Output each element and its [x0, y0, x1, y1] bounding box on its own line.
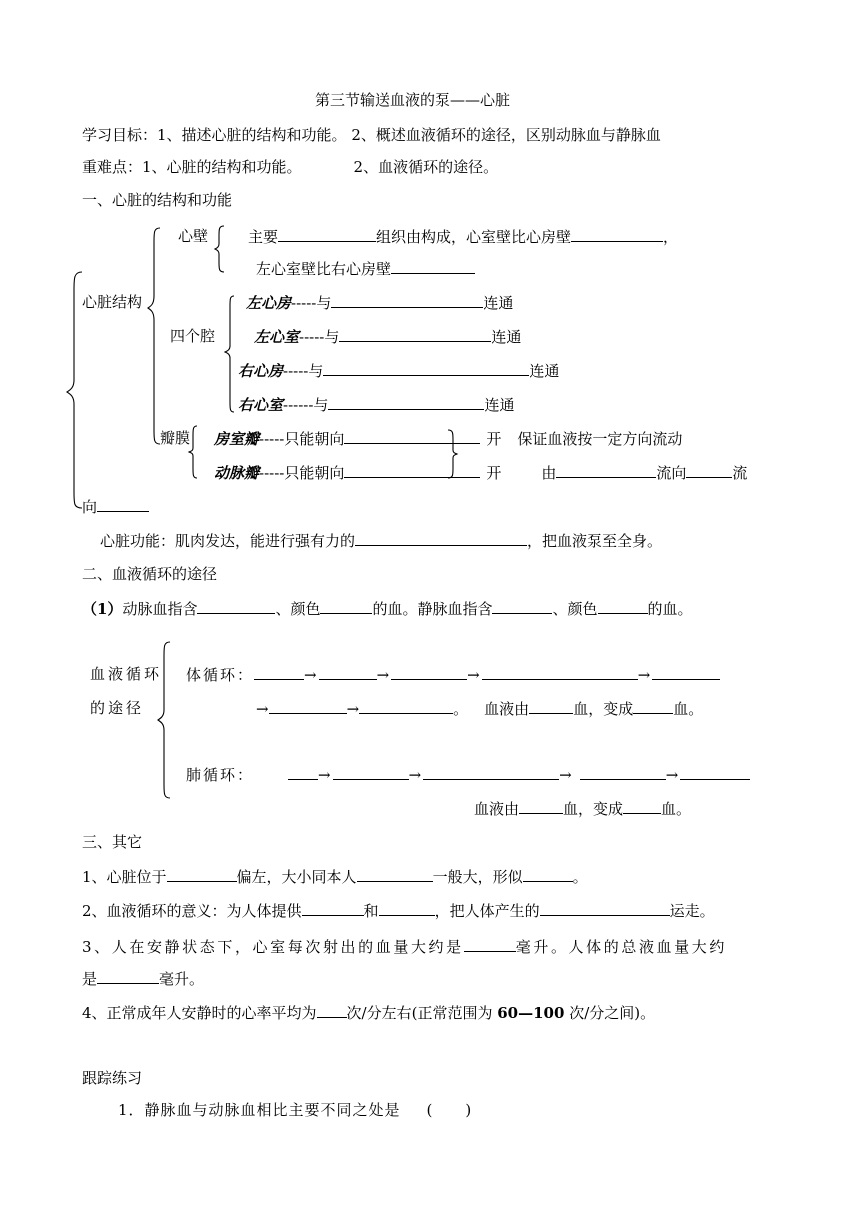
pulmonary-label: 肺循环：	[186, 766, 255, 784]
q1-text-b: 偏左，大小同本人	[236, 868, 357, 886]
heart-structure-label: 心脏结构	[82, 293, 143, 311]
systemic-label: 体循环：	[186, 666, 255, 684]
other-q3-line2	[82, 968, 204, 989]
arrow-icon: →	[256, 700, 269, 718]
blank-wall-compare[interactable]	[571, 226, 663, 242]
q3-text-d: 毫升。	[159, 970, 205, 988]
arrow-icon: →	[665, 766, 681, 784]
blank-waste[interactable]	[540, 900, 670, 916]
wall-line2-text: 左心室壁比右心房壁	[256, 260, 392, 278]
blank-systemic-1[interactable]	[254, 664, 304, 680]
color-text: 、颜色	[552, 600, 598, 618]
chamber-row-2	[254, 326, 521, 347]
other-q4	[82, 1002, 655, 1023]
blank-right-ventricle[interactable]	[328, 394, 484, 410]
arrow-icon: →	[408, 766, 424, 784]
valve-note: 保证血液按一定方向流动	[517, 430, 683, 448]
chamber-end: 连通	[484, 396, 515, 414]
q2-text-b: 和	[363, 902, 379, 920]
circuit-brace	[154, 640, 174, 800]
blank-systemic-to[interactable]	[633, 698, 673, 714]
blood-mid-text: 血，变成	[573, 700, 634, 718]
valve-row-2	[214, 462, 747, 483]
valve-tail: 流	[732, 464, 748, 482]
blank-stroke-volume[interactable]	[464, 936, 516, 952]
blood-from-text: 血液由	[484, 700, 530, 718]
right-atrium-label: 右心房	[238, 362, 284, 380]
blank-pulmonary-4[interactable]	[580, 764, 666, 780]
blood-from-text: 血液由	[474, 800, 520, 818]
circuit-label-1: 血液循环	[90, 665, 163, 683]
arrow-icon: →	[376, 666, 392, 684]
blank-venous-content[interactable]	[492, 598, 552, 614]
venous-def-text: 的血。静脉血指含	[372, 600, 493, 618]
circuit-label-2: 的途径	[90, 699, 145, 717]
chamber-end: 连通	[483, 294, 514, 312]
chamber-end: 连通	[491, 328, 522, 346]
q3-text-b: 毫升。人体的总液血量大约	[515, 938, 727, 956]
key-points	[82, 157, 498, 177]
q1-text-a: 1、心脏位于	[82, 868, 167, 886]
chamber-connector: -----与	[291, 294, 332, 312]
valve-open: 开	[486, 464, 502, 482]
question-number: （1）	[82, 600, 123, 618]
arrow-icon: →	[467, 666, 482, 684]
blank-flow-direction[interactable]	[97, 496, 149, 512]
blank-supply-2[interactable]	[379, 900, 435, 916]
left-atrium-label: 左心房	[246, 294, 292, 312]
wall-main-text: 主要	[248, 228, 279, 246]
chambers-label: 四个腔	[170, 327, 216, 345]
blank-pulmonary-2[interactable]	[333, 764, 409, 780]
blank-arterial-content[interactable]	[197, 598, 275, 614]
blank-heart-shape[interactable]	[523, 866, 573, 882]
pulmonary-row-1	[186, 764, 750, 785]
color-text: 、颜色	[275, 600, 321, 618]
key-points-label: 重难点：1、心脏的结构和功能。	[82, 158, 302, 176]
blank-heart-rate[interactable]	[317, 1002, 347, 1018]
blank-systemic-3[interactable]	[391, 664, 467, 680]
valves-label: 瓣膜	[160, 429, 191, 447]
heart-function	[100, 530, 662, 551]
q4-range: 60—100	[497, 1004, 565, 1022]
valve-direction-start: 向	[82, 498, 98, 516]
blank-heart-function[interactable]	[355, 530, 527, 546]
q1-text-d: 。	[572, 868, 588, 886]
chamber-connector: -----与	[283, 362, 324, 380]
pulmonary-row-2	[474, 798, 691, 819]
q1-text-c: 一般大，形似	[432, 868, 523, 886]
chamber-row-3	[238, 360, 559, 381]
blank-arterial-color[interactable]	[320, 598, 372, 614]
wall-comma: ，	[663, 228, 679, 246]
blood-end-text: 血。	[673, 700, 704, 718]
period: 。	[453, 700, 469, 718]
practice-q1-text: 1．静脉血与动脉血相比主要不同之处是	[118, 1101, 401, 1119]
page-title: 第三节输送血液的泵——心脏	[315, 91, 511, 109]
left-ventricle-label: 左心室	[254, 328, 300, 346]
blood-mid-text: 血，变成	[563, 800, 624, 818]
blank-right-atrium[interactable]	[323, 360, 529, 376]
wall-brace	[212, 224, 228, 274]
section1-heading: 一、心脏的结构和功能	[82, 191, 233, 209]
blank-venous-color[interactable]	[598, 598, 648, 614]
practice-q1	[118, 1100, 472, 1120]
blank-supply-1[interactable]	[302, 900, 364, 916]
blank-wall-left-right[interactable]	[391, 258, 475, 274]
q3-text-c: 是	[82, 970, 98, 988]
arrow-icon: →	[346, 700, 360, 718]
valve-row-3	[82, 496, 149, 517]
answer-paren[interactable]: ( )	[426, 1101, 473, 1119]
structure-brace	[144, 226, 164, 446]
q4-text-b: 次/分左右(正常范围为	[346, 1004, 498, 1022]
q4-text-d: 次/分之间)。	[564, 1004, 656, 1022]
blank-heart-size[interactable]	[357, 866, 433, 882]
blank-arterial-valve[interactable]	[344, 462, 480, 478]
valve-open: 开	[486, 430, 502, 448]
blank-flow-to[interactable]	[686, 462, 732, 478]
chamber-connector: -----与	[299, 328, 340, 346]
blood-definition	[82, 598, 693, 619]
systemic-row-1	[186, 664, 720, 685]
blank-pulmonary-3[interactable]	[423, 764, 559, 780]
arrow-icon: →	[559, 766, 574, 784]
function-prefix: 心脏功能：肌肉发达，能进行强有力的	[100, 532, 356, 550]
wall-line-2	[256, 258, 475, 279]
q2-text-c: ，把人体产生的	[434, 902, 540, 920]
wall-compare-text: 组织由构成，心室壁比心房壁	[376, 228, 572, 246]
blank-systemic-from[interactable]	[529, 698, 573, 714]
blank-pulmonary-to[interactable]	[623, 798, 661, 814]
blood-end: 的血。	[647, 600, 693, 618]
valve-to: 流向	[656, 464, 687, 482]
blood-end-text: 血。	[661, 800, 692, 818]
other-q2	[82, 900, 715, 921]
chamber-row-1	[246, 292, 513, 313]
av-valve-label: 房室瓣	[214, 430, 260, 448]
key-points-second: 2、血液循环的途径。	[353, 158, 499, 176]
chamber-row-4	[238, 394, 514, 415]
blank-total-blood[interactable]	[97, 968, 159, 984]
wall-label: 心壁	[178, 227, 209, 245]
wall-line-1	[248, 226, 678, 247]
arterial-valve-label: 动脉瓣	[214, 464, 260, 482]
blank-left-atrium[interactable]	[331, 292, 483, 308]
valve-direction-text: -----只能朝向	[259, 430, 345, 448]
blank-systemic-6[interactable]	[269, 698, 347, 714]
blank-systemic-5[interactable]	[652, 664, 720, 680]
blank-wall-tissue[interactable]	[278, 226, 376, 242]
blank-flow-from[interactable]	[556, 462, 656, 478]
blank-heart-position[interactable]	[167, 866, 237, 882]
valves-brace	[186, 424, 200, 480]
blank-systemic-7[interactable]	[359, 698, 453, 714]
arrow-icon: →	[304, 666, 319, 684]
chamber-connector: ------与	[283, 396, 329, 414]
q2-text-d: 运走。	[669, 902, 715, 920]
valve-from: 由	[541, 464, 557, 482]
right-ventricle-label: 右心室	[238, 396, 284, 414]
blank-pulmonary-5[interactable]	[680, 764, 750, 780]
valve-direction-text: -----只能朝向	[259, 464, 345, 482]
blank-left-ventricle[interactable]	[339, 326, 491, 342]
q3-text-a: 3、人在安静状态下，心室每次射出的血量大约是	[82, 938, 464, 956]
arrow-icon: →	[637, 666, 653, 684]
blank-systemic-4[interactable]	[482, 664, 638, 680]
blank-pulmonary-1[interactable]	[288, 764, 318, 780]
arterial-def-text: 动脉血指含	[122, 600, 198, 618]
q4-text-a: 4、正常成年人安静时的心率平均为	[82, 1004, 317, 1022]
blank-systemic-2[interactable]	[319, 664, 377, 680]
function-suffix: ，把血液泵至全身。	[527, 532, 663, 550]
other-q3-line1	[82, 936, 727, 957]
practice-heading: 跟踪练习	[82, 1069, 143, 1087]
other-q1	[82, 866, 588, 887]
learning-objectives: 学习目标：1、描述心脏的结构和功能。 2、概述血液循环的途径，区别动脉血与静脉血	[82, 126, 661, 144]
blank-pulmonary-from[interactable]	[519, 798, 563, 814]
chambers-brace	[222, 294, 238, 414]
q2-text-a: 2、血液循环的意义：为人体提供	[82, 902, 302, 920]
arrow-icon: →	[318, 766, 333, 784]
systemic-row-2	[256, 698, 703, 719]
section3-heading: 三、其它	[82, 833, 143, 851]
section2-heading: 二、血液循环的途径	[82, 565, 218, 583]
chamber-end: 连通	[529, 362, 560, 380]
